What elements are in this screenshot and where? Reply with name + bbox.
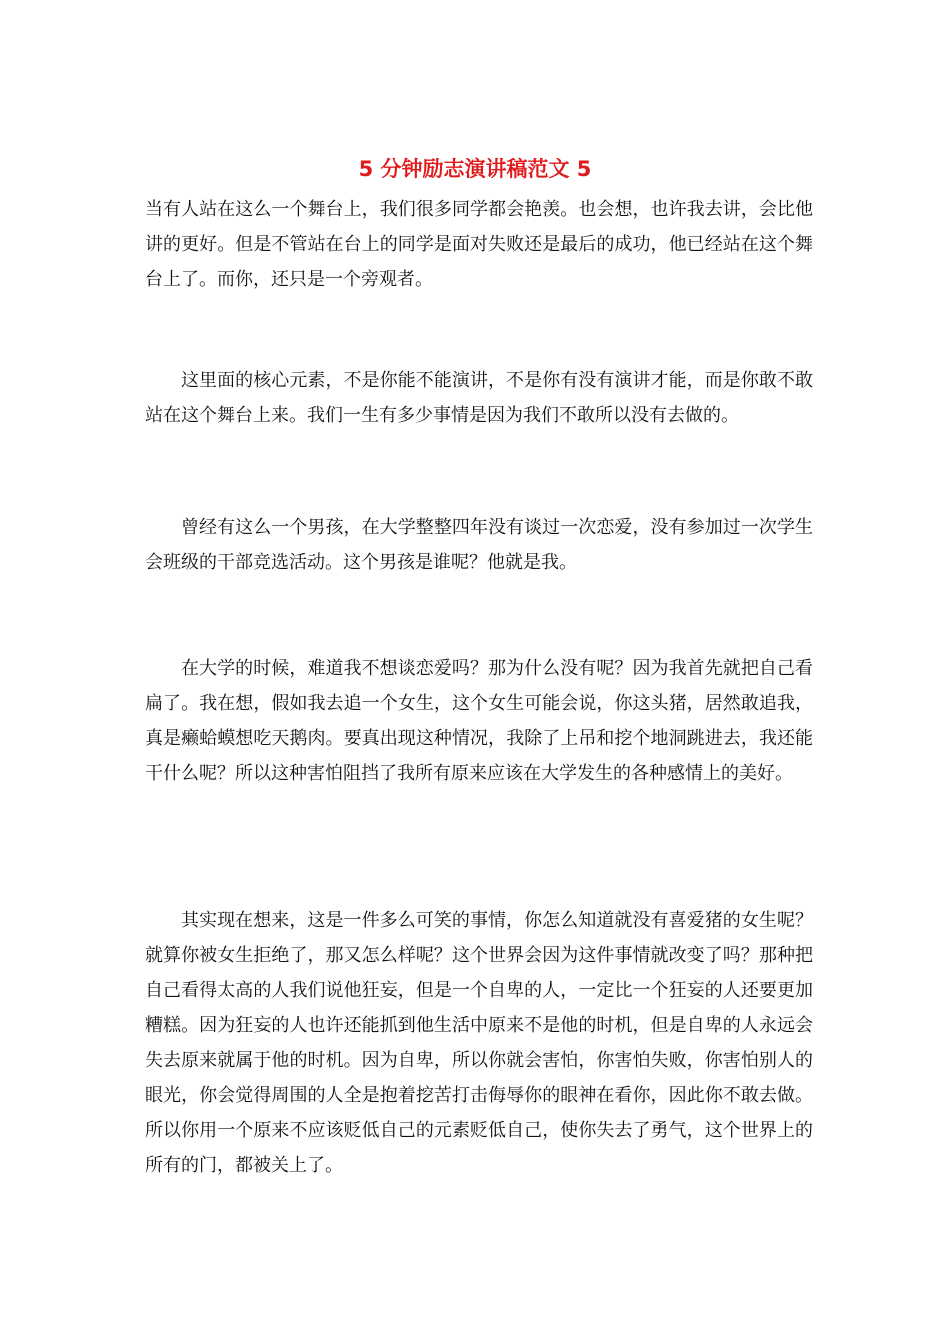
paragraph-2: 这里面的核心元素，不是你能不能演讲，不是你有没有演讲才能，而是你敢不敢站在这个舞台上来。我们一生有多少事情是因为我们不敢所以没有去做的。 [145, 370, 813, 426]
document-title: 5 分钟励志演讲稿范文 5 [358, 157, 592, 181]
paragraph-3: 曾经有这么一个男孩，在大学整整四年没有谈过一次恋爱，没有参加过一次学生会班级的干部竞选活动。这个男孩是谁呢？他就是我。 [145, 517, 813, 573]
paragraph-1: 当有人站在这么一个舞台上，我们很多同学都会艳羡。也会想，也许我去讲，会比他讲的更好。但是不管站在台上的同学是面对失败还是最后的成功，他已经站在这个舞台上了。而你，还只是一个旁观者。 [145, 199, 813, 290]
paragraph-5: 其实现在想来，这是一件多么可笑的事情，你怎么知道就没有喜爱猪的女生呢？就算你被女生拒绝了，那又怎么样呢？这个世界会因为这件事情就改变了吗？那种把自己看得太高的人我们说他狂妄，但是一个自卑的人，一定比一个狂妄的人还要更加糟糕。因为狂妄的人也许还能抓到他生活中原来不是他的时机，但是自卑的人永远会失去原来就属于他的时机。因为自卑，所以你就会害怕，你害怕失败，你害怕别人的眼光，你会觉得周围的人全是抱着挖苦打击侮辱你的眼神在看你，因此你不敢去做。所以你用一个原来不应该贬低自己的元素贬低自己，使你失去了勇气，这个世界上的所有的门，都被关上了。 [145, 910, 813, 1176]
paragraph-4: 在大学的时候，难道我不想谈恋爱吗？那为什么没有呢？因为我首先就把自己看扁了。我在想，假如我去追一个女生，这个女生可能会说，你这头猪，居然敢追我，真是癞蛤蟆想吃天鹅肉。要真出现这种情况，我除了上吊和挖个地洞跳进去，我还能干什么呢？所以这种害怕阻挡了我所有原来应该在大学发生的各种感情上的美好。 [145, 658, 813, 784]
